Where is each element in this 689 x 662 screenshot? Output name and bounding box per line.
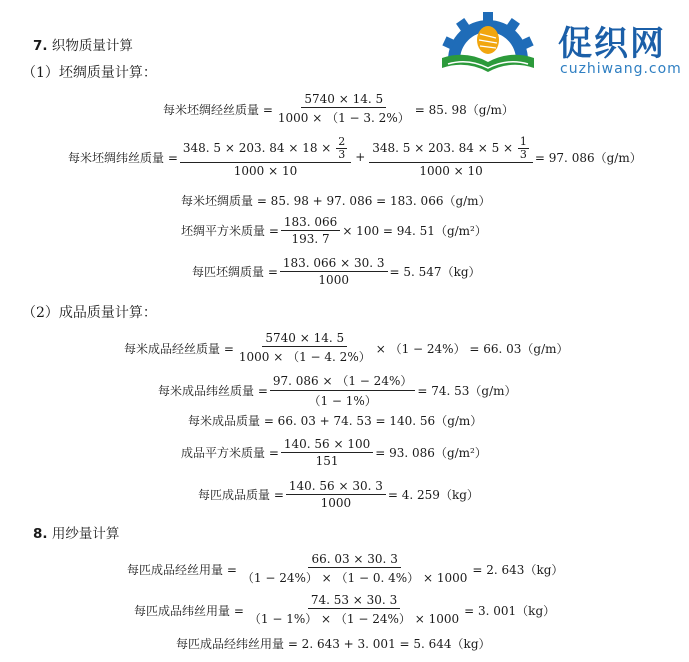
section-8-title: 用纱量计算 [51,526,120,542]
numerator: 183. 066 × 30. 3 [280,256,388,272]
equation-label: 每米成品经丝质量 = [124,341,234,356]
fraction [281,215,340,246]
subsection-2-heading: （2）成品质量计算： [22,305,157,321]
denominator: 1000 × 10 [419,164,483,178]
equation-mass-per-piece-finished [198,479,479,510]
denominator: 151 [315,454,339,468]
denominator: （1 − 24%） × （1 − 0. 4%） × 1000 [241,571,468,585]
equation-result: = 5. 547（kg） [389,265,481,279]
small-denominator: 3 [519,148,527,161]
numerator-text: 348. 5 × 203. 84 × 5 × [372,141,514,155]
equation-label: 每米坯绸经丝质量 = [163,102,273,117]
equation-mass-per-piece-grey [192,256,481,287]
equation-result: = 2. 643（kg） [472,562,564,577]
section-7-number: 7. [33,38,48,54]
small-numerator: 1 [519,135,527,148]
numerator [369,136,533,163]
fraction-2 [369,136,533,178]
numerator: 5740 × 14. 5 [301,92,386,108]
numerator: 183. 066 [281,215,340,231]
small-numerator: 2 [338,135,346,148]
equation-label: 每匹成品纬丝用量 = [134,603,244,618]
numerator: 5740 × 14. 5 [262,331,347,347]
equation-text: 每米坯绸质量 = 85. 98 + 97. 086 = 183. 066（g/m） [181,194,491,208]
equation-weft-mass-per-meter-grey [68,136,642,178]
denominator: 1000 × （1 − 3. 2%） [277,111,410,125]
equation-label: 每匹成品质量 = [198,488,284,502]
denominator: 1000 [320,496,352,510]
fraction [246,593,462,627]
equation-result: = 4. 259（kg） [387,488,479,502]
plus-sign: + [355,150,366,164]
equation-weft-mass-per-meter-finished [158,372,517,409]
fraction [270,372,415,409]
numerator: 140. 56 × 30. 3 [286,479,386,495]
logo-name: 促织网 [558,24,666,64]
equation-label: 坯绸平方米质量 = [181,224,279,238]
small-denominator: 3 [338,148,346,161]
equation-label: 成品平方米质量 = [181,446,279,460]
denominator: 1000 × （1 − 4. 2%） [238,350,371,364]
small-fraction [518,136,529,161]
equation-result: = 3. 001（kg） [464,603,556,618]
fraction [281,437,373,468]
denominator: （1 − 1%） [308,394,377,408]
equation-label: 每米坯绸纬丝质量 = [68,150,178,165]
denominator: （1 − 1%） × （1 − 24%） × 1000 [248,612,460,626]
equation-total-usage-per-piece [176,635,491,652]
equation-warp-usage-per-piece [127,552,563,586]
numerator [180,136,351,163]
fraction [239,552,471,586]
equation-mass-per-square-meter-finished [181,437,487,468]
equation-text: 每匹成品经纬丝用量 = 2. 643 + 3. 001 = 5. 644（kg） [176,637,491,651]
small-fraction [336,136,347,161]
denominator: 1000 × 10 [233,164,298,178]
equation-result: = 74. 53（g/m） [417,384,517,398]
fraction [236,331,374,365]
section-7-heading [33,34,133,54]
numerator-text: 348. 5 × 203. 84 × 18 × [182,141,332,155]
numerator: 140. 56 × 100 [281,437,373,453]
fraction [280,256,388,287]
denominator: 193. 7 [291,232,330,246]
equation-result: = 97. 086（g/m） [534,150,642,165]
numerator: 66. 03 × 30. 3 [308,552,400,568]
equation-mass-per-square-meter-grey [181,215,487,246]
equation-weft-usage-per-piece [134,593,555,627]
equation-total-mass-per-meter-grey [181,192,491,209]
equation-result: = 85. 98（g/m） [414,102,514,117]
equation-text: 每米成品质量 = 66. 03 + 74. 53 = 140. 56（g/m） [188,414,483,428]
section-7-title: 织物质量计算 [51,38,133,54]
equation-label: 每匹坯绸质量 = [192,265,278,279]
site-logo[interactable] [428,10,688,86]
subsection-1-heading: （1）坯绸质量计算： [22,65,157,81]
gear-book-logo-icon [428,10,548,80]
equation-warp-mass-per-meter-grey [163,92,514,126]
equation-result: × （1 − 24%） = 66. 03（g/m） [375,341,569,356]
section-8-number: 8. [33,526,48,542]
equation-result: = 93. 086（g/m²） [375,446,487,460]
logo-domain: cuzhiwang.com [560,61,682,77]
section-8-heading [33,522,119,542]
equation-label: 每米成品纬丝质量 = [158,384,268,398]
equation-warp-mass-per-meter-finished [124,331,569,365]
equation-label: 每匹成品经丝用量 = [127,562,237,577]
numerator: 97. 086 × （1 − 24%） [270,372,415,391]
numerator: 74. 53 × 30. 3 [308,593,400,609]
equation-total-mass-per-meter-finished [188,412,482,429]
fraction [275,92,413,126]
fraction [286,479,386,510]
equation-result: × 100 = 94. 51（g/m²） [342,224,487,238]
fraction-1 [180,136,351,178]
denominator: 1000 [318,273,349,287]
